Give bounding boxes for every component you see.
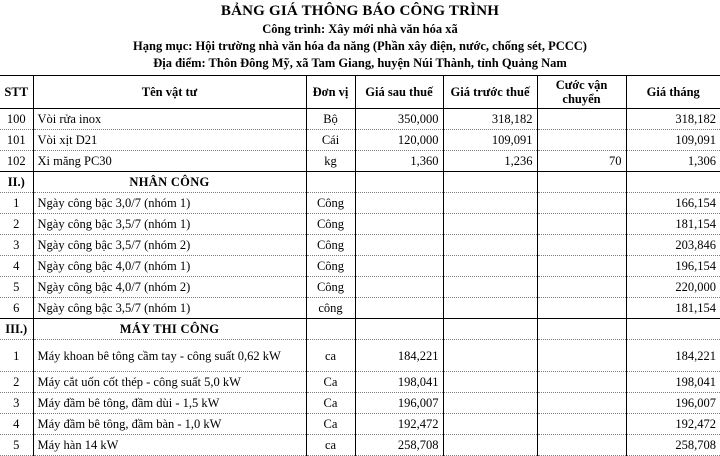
row-shipping-fee xyxy=(537,277,626,298)
row-price-month: 220,000 xyxy=(626,277,720,298)
row-shipping-fee xyxy=(537,298,626,319)
row-price-after-tax xyxy=(355,277,443,298)
row-price-month: 181,154 xyxy=(626,298,720,319)
row-unit: ca xyxy=(306,340,355,372)
row-unit: Công xyxy=(306,193,355,214)
row-price-before-tax xyxy=(443,298,537,319)
row-price-after-tax xyxy=(355,214,443,235)
row-price-month: 318,182 xyxy=(626,109,720,130)
row-price-before-tax xyxy=(443,277,537,298)
section-empty-cell xyxy=(626,172,720,193)
row-stt: 100 xyxy=(0,109,33,130)
row-shipping-fee xyxy=(537,130,626,151)
table-row xyxy=(0,372,720,393)
row-unit: ca xyxy=(306,435,355,456)
location-line: Địa điểm: Thôn Đông Mỹ, xã Tam Giang, huyện Núi Thành, tỉnh Quảng Nam xyxy=(153,56,567,70)
row-item-name: Máy khoan bê tông cầm tay - công suất 0,62 kW xyxy=(33,340,306,372)
row-unit: Công xyxy=(306,256,355,277)
section-empty-cell xyxy=(443,319,537,340)
table-row xyxy=(0,393,720,414)
row-price-month: 192,472 xyxy=(626,414,720,435)
row-price-after-tax xyxy=(355,256,443,277)
row-shipping-fee xyxy=(537,340,626,372)
column-header-stt: STT xyxy=(0,76,33,109)
row-price-before-tax: 1,236 xyxy=(443,151,537,172)
row-item-name: Ngày công bậc 3,5/7 (nhóm 2) xyxy=(33,235,306,256)
row-item-name: Ngày công bậc 4,0/7 (nhóm 1) xyxy=(33,256,306,277)
row-price-after-tax: 192,472 xyxy=(355,414,443,435)
row-price-month: 198,041 xyxy=(626,372,720,393)
row-shipping-fee xyxy=(537,435,626,456)
row-stt: 3 xyxy=(0,393,33,414)
row-unit: Cái xyxy=(306,130,355,151)
row-shipping-fee xyxy=(537,393,626,414)
row-price-month: 109,091 xyxy=(626,130,720,151)
document-header xyxy=(0,0,720,72)
row-item-name: Xi măng PC30 xyxy=(33,151,306,172)
row-price-month: 184,221 xyxy=(626,340,720,372)
row-price-after-tax xyxy=(355,235,443,256)
row-shipping-fee xyxy=(537,372,626,393)
row-price-before-tax xyxy=(443,235,537,256)
section-number: III.) xyxy=(0,319,33,340)
work-item-line: Hạng mục: Hội trường nhà văn hóa đa năng (Phần xây điện, nước, chống sét, PCCC) xyxy=(133,39,587,53)
row-stt: 2 xyxy=(0,214,33,235)
section-empty-cell xyxy=(537,172,626,193)
row-price-after-tax: 258,708 xyxy=(355,435,443,456)
table-header-row xyxy=(0,76,720,109)
row-stt: 1 xyxy=(0,193,33,214)
row-unit: Công xyxy=(306,235,355,256)
row-item-name: Vòi xịt D21 xyxy=(33,130,306,151)
table-body xyxy=(0,109,720,456)
row-price-after-tax: 196,007 xyxy=(355,393,443,414)
table-row xyxy=(0,340,720,372)
row-price-before-tax xyxy=(443,393,537,414)
row-shipping-fee xyxy=(537,235,626,256)
row-unit: Ca xyxy=(306,393,355,414)
row-price-after-tax: 120,000 xyxy=(355,130,443,151)
row-price-before-tax xyxy=(443,193,537,214)
row-stt: 5 xyxy=(0,277,33,298)
row-price-month: 196,154 xyxy=(626,256,720,277)
row-price-after-tax xyxy=(355,298,443,319)
row-item-name: Ngày công bậc 3,5/7 (nhóm 1) xyxy=(33,298,306,319)
row-price-after-tax: 198,041 xyxy=(355,372,443,393)
row-stt: 102 xyxy=(0,151,33,172)
table-row xyxy=(0,193,720,214)
table-row xyxy=(0,256,720,277)
row-unit: Công xyxy=(306,214,355,235)
row-price-before-tax: 109,091 xyxy=(443,130,537,151)
table-row xyxy=(0,435,720,456)
row-unit: kg xyxy=(306,151,355,172)
table-header xyxy=(0,76,720,109)
row-shipping-fee xyxy=(537,256,626,277)
row-item-name: Ngày công bậc 3,5/7 (nhóm 1) xyxy=(33,214,306,235)
row-price-month: 166,154 xyxy=(626,193,720,214)
section-number: II.) xyxy=(0,172,33,193)
row-price-before-tax xyxy=(443,214,537,235)
column-header-shipping: Cước vận chuyển xyxy=(537,76,626,109)
row-price-month: 203,846 xyxy=(626,235,720,256)
table-row xyxy=(0,235,720,256)
row-item-name: Ngày công bậc 3,0/7 (nhóm 1) xyxy=(33,193,306,214)
row-unit: Ca xyxy=(306,414,355,435)
section-empty-cell xyxy=(306,319,355,340)
row-price-month: 258,708 xyxy=(626,435,720,456)
section-empty-cell xyxy=(355,172,443,193)
row-price-before-tax xyxy=(443,435,537,456)
row-unit: Ca xyxy=(306,372,355,393)
table-row xyxy=(0,151,720,172)
table-row xyxy=(0,277,720,298)
row-stt: 2 xyxy=(0,372,33,393)
row-price-after-tax: 1,360 xyxy=(355,151,443,172)
table-row xyxy=(0,414,720,435)
row-shipping-fee xyxy=(537,193,626,214)
table-row xyxy=(0,109,720,130)
row-item-name: Máy đầm bê tông, đầm bàn - 1,0 kW xyxy=(33,414,306,435)
section-empty-cell xyxy=(306,172,355,193)
row-price-month: 196,007 xyxy=(626,393,720,414)
column-header-before-tax: Giá trước thuế xyxy=(443,76,537,109)
price-table xyxy=(0,75,720,456)
row-price-before-tax xyxy=(443,414,537,435)
table-section-row xyxy=(0,172,720,193)
column-header-month: Giá tháng xyxy=(626,76,720,109)
row-price-before-tax xyxy=(443,340,537,372)
table-section-row xyxy=(0,319,720,340)
column-header-unit: Đơn vị xyxy=(306,76,355,109)
row-item-name: Máy cắt uốn cốt thép - công suất 5,0 kW xyxy=(33,372,306,393)
column-header-name: Tên vật tư xyxy=(33,76,306,109)
row-price-after-tax xyxy=(355,193,443,214)
row-shipping-fee xyxy=(537,109,626,130)
page-title: BẢNG GIÁ THÔNG BÁO CÔNG TRÌNH xyxy=(220,3,500,19)
row-price-after-tax: 350,000 xyxy=(355,109,443,130)
row-shipping-fee xyxy=(537,414,626,435)
row-price-before-tax xyxy=(443,256,537,277)
row-price-after-tax: 184,221 xyxy=(355,340,443,372)
project-line: Công trình: Xây mới nhà văn hóa xã xyxy=(262,22,458,36)
row-unit: Bộ xyxy=(306,109,355,130)
row-stt: 101 xyxy=(0,130,33,151)
row-stt: 1 xyxy=(0,340,33,372)
row-price-month: 1,306 xyxy=(626,151,720,172)
row-shipping-fee: 70 xyxy=(537,151,626,172)
row-stt: 4 xyxy=(0,256,33,277)
section-title: NHÂN CÔNG xyxy=(33,172,306,193)
row-price-before-tax xyxy=(443,372,537,393)
section-empty-cell xyxy=(537,319,626,340)
row-item-name: Ngày công bậc 4,0/7 (nhóm 2) xyxy=(33,277,306,298)
column-header-after-tax: Giá sau thuế xyxy=(355,76,443,109)
row-stt: 4 xyxy=(0,414,33,435)
row-shipping-fee xyxy=(537,214,626,235)
row-price-before-tax: 318,182 xyxy=(443,109,537,130)
row-stt: 5 xyxy=(0,435,33,456)
row-unit: công xyxy=(306,298,355,319)
section-empty-cell xyxy=(443,172,537,193)
row-item-name: Vòi rửa inox xyxy=(33,109,306,130)
section-title: MÁY THI CÔNG xyxy=(33,319,306,340)
section-empty-cell xyxy=(626,319,720,340)
table-row xyxy=(0,298,720,319)
row-unit: Công xyxy=(306,277,355,298)
row-item-name: Máy hàn 14 kW xyxy=(33,435,306,456)
table-row xyxy=(0,130,720,151)
row-stt: 6 xyxy=(0,298,33,319)
section-empty-cell xyxy=(355,319,443,340)
row-price-month: 181,154 xyxy=(626,214,720,235)
row-stt: 3 xyxy=(0,235,33,256)
row-item-name: Máy đầm bê tông, đầm dùi - 1,5 kW xyxy=(33,393,306,414)
table-row xyxy=(0,214,720,235)
